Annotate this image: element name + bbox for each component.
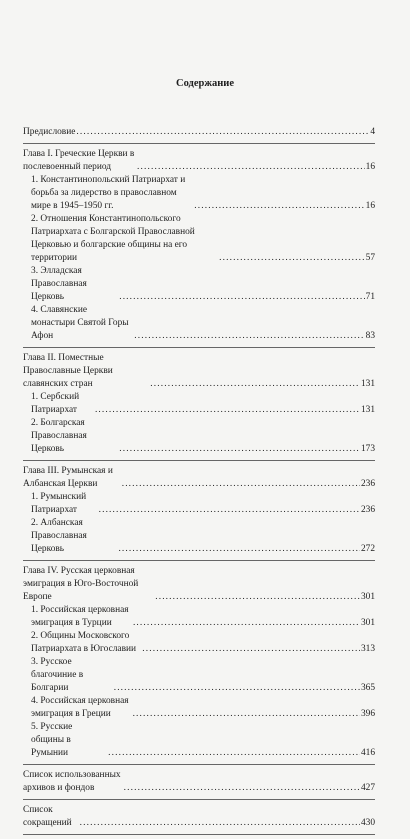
- toc-page-number: 16: [365, 162, 375, 172]
- toc-page-number: 430: [360, 818, 375, 828]
- toc-entry-title: 2. Отношения Константинопольского Патриархата с Болгарской Православной Церковью и болгарские общины на его территории: [31, 214, 195, 263]
- toc-page-number: 71: [365, 292, 375, 302]
- toc-entry-title: 2. Болгарская Православная Церковь: [31, 418, 87, 454]
- toc-page-number: 236: [360, 479, 375, 489]
- toc-page-number: 131: [360, 379, 375, 389]
- toc-entry-title: 1. Константинопольский Патриархат и борьба за лидерство в православном мире в 1945–1950 гг.: [31, 175, 186, 211]
- section-divider: [23, 347, 375, 348]
- section-divider: [23, 143, 375, 144]
- toc-entry-title: 2. Общины Московского Патриархата в Югославии: [31, 631, 137, 654]
- toc-entry-title: Глава IV. Русская церковная эмиграция в Юго-Восточной Европе: [23, 566, 139, 602]
- page-title: Содержание: [176, 78, 234, 89]
- toc-chapter-entry: [23, 769, 375, 795]
- toc-page-number: 57: [365, 253, 375, 263]
- toc-entry-title: Глава III. Румынская и Албанская Церкви: [23, 466, 113, 489]
- toc-entry-title: 1. Сербский Патриархат: [31, 392, 80, 415]
- dot-leader: [142, 643, 360, 656]
- toc-page-number: 301: [360, 592, 375, 602]
- toc-entry-title: Список сокращений: [23, 805, 72, 828]
- toc-section-entry: [23, 656, 375, 695]
- toc-section-entry: [23, 417, 375, 456]
- toc-entry-title: 2. Албанская Православная Церковь: [31, 518, 87, 554]
- dot-leader: [95, 404, 360, 417]
- dot-leader: [133, 708, 360, 721]
- toc-section-entry: [23, 391, 375, 417]
- toc-page-number: 16: [365, 201, 375, 211]
- toc-entry-title: Предисловие: [23, 127, 76, 137]
- table-of-contents: [23, 126, 375, 839]
- toc-section-entry: [23, 695, 375, 721]
- toc-section-entry: [23, 174, 375, 213]
- toc-chapter-entry: [23, 126, 375, 139]
- section-divider: [23, 799, 375, 800]
- toc-page-number: 131: [360, 405, 375, 415]
- dot-leader: [122, 478, 360, 491]
- section-divider: [23, 764, 375, 765]
- dot-leader: [134, 330, 364, 343]
- toc-page-number: 173: [360, 444, 375, 454]
- dot-leader: [155, 591, 360, 604]
- toc-page-number: 365: [360, 683, 375, 693]
- dot-leader: [114, 682, 360, 695]
- toc-page-number: 83: [365, 331, 375, 341]
- toc-entry-title: Список использованных архивов и фондов: [23, 770, 121, 793]
- toc-page-number: 427: [360, 783, 375, 793]
- toc-chapter-entry: [23, 148, 375, 174]
- toc-section-entry: [23, 265, 375, 304]
- toc-section-entry: [23, 213, 375, 265]
- toc-page-number: 301: [360, 618, 375, 628]
- toc-page-number: 4: [370, 127, 375, 137]
- toc-page-number: 313: [360, 644, 375, 654]
- toc-section-entry: [23, 304, 375, 343]
- dot-leader: [118, 543, 360, 556]
- dot-leader: [194, 200, 364, 213]
- toc-entry-title: 1. Румынский Патриархат: [31, 492, 87, 515]
- section-divider: [23, 560, 375, 561]
- toc-chapter-entry: [23, 352, 375, 391]
- section-divider: [23, 834, 375, 835]
- dot-leader: [99, 504, 360, 517]
- toc-entry-title: 4. Славянские монастыри Святой Горы Афон: [31, 305, 129, 341]
- dot-leader: [108, 747, 360, 760]
- toc-section-entry: [23, 491, 375, 517]
- dot-leader: [219, 252, 364, 265]
- dot-leader: [133, 617, 360, 630]
- toc-entry-title: 4. Российская церковная эмиграция в Греции: [31, 696, 129, 719]
- toc-entry-title: Глава II. Поместные Православные Церкви славянских стран: [23, 353, 113, 389]
- dot-leader: [76, 126, 369, 139]
- toc-section-entry: [23, 517, 375, 556]
- dot-leader: [80, 817, 360, 830]
- dot-leader: [150, 378, 360, 391]
- toc-chapter-entry: [23, 465, 375, 491]
- toc-entry-title: 1. Российская церковная эмиграция в Турции: [31, 605, 129, 628]
- toc-entry-title: Глава I. Греческие Церкви в послевоенный период: [23, 149, 135, 172]
- dot-leader: [137, 161, 365, 174]
- dot-leader: [119, 291, 364, 304]
- dot-leader: [119, 443, 360, 456]
- toc-section-entry: [23, 630, 375, 656]
- toc-chapter-entry: [23, 804, 375, 830]
- toc-page-number: 272: [360, 544, 375, 554]
- toc-page-number: 236: [360, 505, 375, 515]
- toc-section-entry: [23, 721, 375, 760]
- toc-entry-title: 5. Русские общины в Румынии: [31, 722, 73, 758]
- toc-entry-title: 3. Элладская Православная Церковь: [31, 266, 87, 302]
- toc-page-number: 396: [360, 709, 375, 719]
- toc-section-entry: [23, 604, 375, 630]
- toc-entry-title: 3. Русское благочиние в Болгарии: [31, 657, 84, 693]
- toc-chapter-entry: [23, 565, 375, 604]
- toc-page-number: 416: [360, 748, 375, 758]
- dot-leader: [124, 782, 360, 795]
- section-divider: [23, 460, 375, 461]
